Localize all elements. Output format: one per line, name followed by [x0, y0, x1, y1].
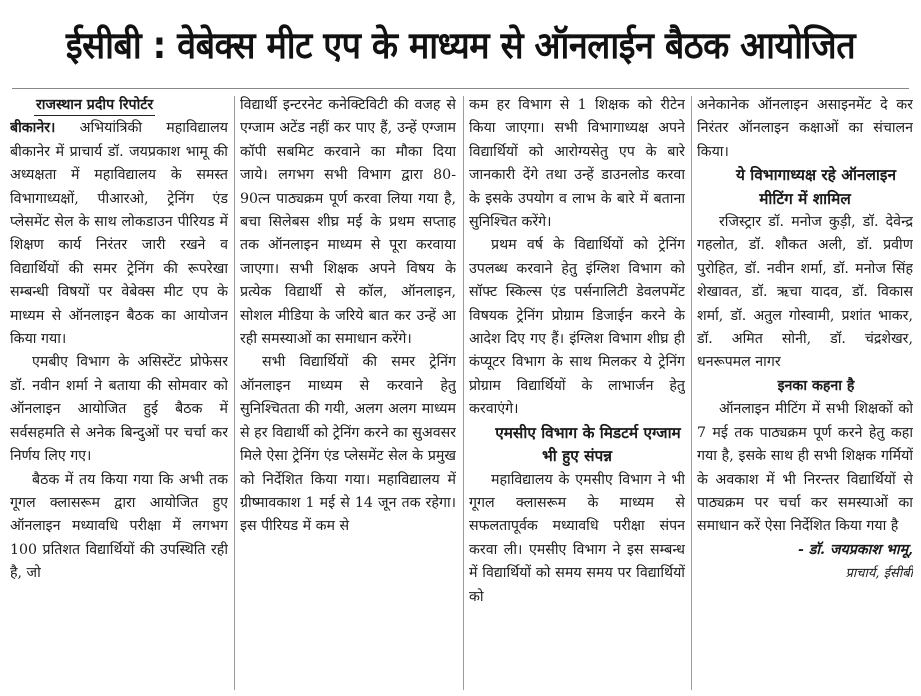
signature: - डॉ. जयप्रकाश भामू, [797, 541, 913, 558]
paragraph: रजिस्ट्रार डॉ. मनोज कुड़ी, डॉ. देवेन्द्र गहलोत, डॉ. शौकत अली, डॉ. प्रवीण पुरोहित, डॉ. नवीन शर्मा, डॉ. मनोज सिंह शेखावत, डॉ. ऋचा यादव, डॉ. विकास शर्मा, डॉ. अतुल गोस्वामी, प्रशांत भाकर, डॉ. अमित सोनी, डॉ. चंद्रशेखर, धनरूपमल नागर [697, 214, 913, 371]
paragraph: एमबीए विभाग के असिस्टेंट प्रोफेसर डॉ. नवीन शर्मा ने बताया की सोमवार को ऑनलाइन आयोजित हुई बैठक में सर्वसहमति से अनेक बिन्दुओं पर चर्चा कर निर्णय लिए गए। [10, 354, 228, 465]
paragraph: ऑनलाइन मीटिंग में सभी शिक्षकों को 7 मई तक पाठ्यक्रम पूर्ण करने हेतु कहा गया है, इसके साथ ही सभी शिक्षक गर्मियों के अवकाश में भी निरन्तर विद्यार्थियों से पाठ्यक्रम पर चर्चा कर समस्याओं का समाधान करें ऐसा निर्देशित किया गया है [697, 401, 913, 535]
article-column-1 [10, 94, 228, 692]
article-column-2 [240, 94, 456, 692]
paragraph: प्रथम वर्ष के विद्यार्थियों को ट्रेनिंग उपलब्ध करवाने हेतु इंग्लिश विभाग को सॉफ्ट स्किल्स एंड पर्सनालिटी डेवलपमेंट विषयक ट्रेनिंग प्रोग्राम डिजाईन करने के आदेश दिए गए हैं। इंग्लिश विभाग शीघ्र ही कंप्यूटर विभाग के साथ मिलकर ये ट्रेनिंग प्रोग्राम विद्यार्थियों के लाभार्जन हेतु करवाएंगे। [469, 237, 685, 418]
paragraph: महाविद्यालय के एमसीए विभाग ने भी गूगल क्लासरूम के माध्यम से सफलतापूर्वक मध्यावधि परीक्षा संपन करवा ली। एमसीए विभाग ने इस सम्बन्ध में विद्यार्थियों को समय समय पर विद्यार्थियों को [469, 471, 685, 605]
article-column-3 [469, 94, 685, 692]
quote-heading: इनका कहना है [777, 377, 855, 394]
subheading: एमसीए विभाग के मिडटर्म एग्जाम भी हुए संपन्न [495, 423, 681, 466]
paragraph: सभी विद्यार्थियों की समर ट्रेनिंग ऑनलाइन माध्यम से करवाने हेतु सुनिश्चितता की गयी, अलग अलग माध्यम से हर विद्यार्थी को ट्रेनिंग करने का सुअवसर मिले ऐसा ट्रेनिंग एंड प्लेसमेंट सेल के प्रमुख को निर्देशित किया गया। महाविद्यालय में ग्रीष्मावकाश 1 मई से 14 जून तक रहेगा। इस पीरियड में कम से [240, 354, 456, 535]
dateline: बीकानेर। [10, 120, 56, 137]
article-column-4 [697, 94, 913, 692]
column-rule [234, 96, 235, 690]
byline: राजस्थान प्रदीप रिपोर्टर [10, 94, 228, 117]
headline: ईसीबी : वेबेक्स मीट एप के माध्यम से ऑनलाईन बैठक आयोजित [65, 24, 856, 67]
headline-rule [12, 88, 909, 89]
paragraph: कम हर विभाग से 1 शिक्षक को रीटेन किया जाएगा। सभी विभागाध्यक्ष अपने विद्यार्थियों को आरोग्यसेतु एप के बारे जानकारी देंगे तथा उन्हें डाउनलोड करवा के इसके उपयोग व लाभ के बारे में बताना सुनिश्चित करेंगे। [469, 97, 685, 231]
designation: प्राचार्य, ईसीबी [845, 566, 913, 582]
paragraph: विद्यार्थी इन्टरनेट कनेक्टिविटी की वजह से एग्जाम अटेंड नहीं कर पाए हैं, उन्हें एग्जाम कॉपी सबमिट करवाने का मौका दिया जाये। लगभग सभी विभाग द्वारा 80-90त्न पाठ्यक्रम पूर्ण करवा लिया गया है, बचा सिलेबस शीघ्र मई के प्रथम सप्ताह तक ऑनलाइन माध्यम से पूरा करवाया जाएगा। सभी शिक्षक अपने विषय के प्रत्येक विद्यार्थी से कॉल, ऑनलाइन, सोशल मीडिया के जरिये बात कर उन्हें आ रही समस्याओं का समाधान करेंगे। [240, 97, 456, 348]
paragraph: बैठक में तय किया गया कि अभी तक गूगल क्लासरूम द्वारा आयोजित हुए ऑनलाइन मध्यावधि परीक्षा में लगभग 100 प्रतिशत विद्यार्थियों की उपस्थिति रही है, जो [10, 471, 228, 582]
column-rule [691, 96, 692, 690]
paragraph: अनेकानेक ऑनलाइन असाइनमेंट दे कर निरंतर ऑनलाइन कक्षाओं का संचालन किया। [697, 97, 913, 160]
subheading: ये विभागाध्यक्ष रहे ऑनलाइन मीटिंग में शामिल [735, 166, 897, 208]
column-rule [463, 96, 464, 690]
lead-paragraph: बीकानेर। अभियांत्रिकी महाविद्यालय बीकानेर में प्राचार्य डॉ. जयप्रकाश भामू की अध्यक्षता में महाविद्यालय के समस्त विभागाध्यक्षों, पीआरओ, ट्रेनिंग एंड प्लेसमेंट सेल के साथ लोकडाउन पीरियड में शिक्षण कार्य निरंतर जारी रखने व विद्यार्थियों की समर ट्रेनिंग की रूपरेखा सम्बन्धी विषयों पर वेबेक्स मीट एप के माध्यम से ऑनलाइन बैठक का आयोजन किया गया। [10, 120, 228, 348]
